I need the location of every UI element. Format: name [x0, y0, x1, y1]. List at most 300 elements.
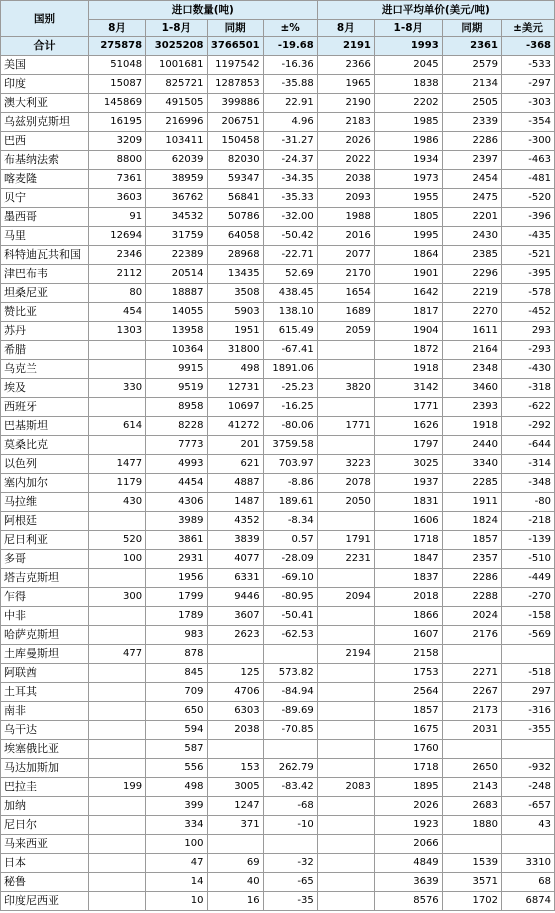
total-cell: -19.68: [263, 37, 317, 56]
value-cell: -16.25: [263, 398, 317, 417]
value-cell: 1287853: [207, 75, 263, 94]
value-cell: [263, 835, 317, 854]
table-body: [1, 37, 555, 911]
value-cell: [88, 360, 145, 379]
country-cell: 巴拉圭: [1, 778, 89, 797]
table-row: [1, 417, 555, 436]
table-row: [1, 569, 555, 588]
table-row: [1, 892, 555, 911]
value-cell: 2579: [442, 56, 501, 75]
value-cell: [88, 892, 145, 911]
country-cell: 赞比亚: [1, 303, 89, 322]
value-cell: -25.23: [263, 379, 317, 398]
value-cell: [88, 702, 145, 721]
value-cell: 4077: [207, 550, 263, 569]
value-cell: 91: [88, 208, 145, 227]
table-row: [1, 208, 555, 227]
value-cell: 334: [146, 816, 207, 835]
country-cell: 尼日利亚: [1, 531, 89, 550]
country-cell: 喀麦隆: [1, 170, 89, 189]
value-cell: 10: [146, 892, 207, 911]
value-cell: 4849: [374, 854, 442, 873]
value-cell: 1539: [442, 854, 501, 873]
value-cell: 1303: [88, 322, 145, 341]
value-cell: -139: [501, 531, 554, 550]
value-cell: [88, 854, 145, 873]
value-cell: 2112: [88, 265, 145, 284]
table-row: [1, 797, 555, 816]
table-row: [1, 398, 555, 417]
value-cell: [317, 436, 374, 455]
value-cell: -435: [501, 227, 554, 246]
value-cell: 2267: [442, 683, 501, 702]
value-cell: 10697: [207, 398, 263, 417]
country-cell: 塞内加尔: [1, 474, 89, 493]
value-cell: 2201: [442, 208, 501, 227]
value-cell: 2078: [317, 474, 374, 493]
value-cell: 1955: [374, 189, 442, 208]
subheader: 8月: [317, 20, 374, 37]
country-cell: 墨西哥: [1, 208, 89, 227]
country-cell: 苏丹: [1, 322, 89, 341]
value-cell: 1760: [374, 740, 442, 759]
value-cell: [88, 797, 145, 816]
value-cell: -533: [501, 56, 554, 75]
value-cell: 3025: [374, 455, 442, 474]
value-cell: [317, 341, 374, 360]
value-cell: 1864: [374, 246, 442, 265]
value-cell: 1642: [374, 284, 442, 303]
value-cell: 150458: [207, 132, 263, 151]
value-cell: 8228: [146, 417, 207, 436]
value-cell: 34532: [146, 208, 207, 227]
value-cell: 2026: [374, 797, 442, 816]
value-cell: -80.95: [263, 588, 317, 607]
value-cell: 3340: [442, 455, 501, 474]
value-cell: [263, 740, 317, 759]
table-row: [1, 151, 555, 170]
country-cell: 土库曼斯坦: [1, 645, 89, 664]
value-cell: [317, 512, 374, 531]
total-cell: 1993: [374, 37, 442, 56]
value-cell: -62.53: [263, 626, 317, 645]
table-row: [1, 683, 555, 702]
table-row: [1, 132, 555, 151]
value-cell: 621: [207, 455, 263, 474]
value-cell: 68: [501, 873, 554, 892]
value-cell: 38959: [146, 170, 207, 189]
value-cell: 1702: [442, 892, 501, 911]
table-row: [1, 474, 555, 493]
country-cell: 南非: [1, 702, 89, 721]
value-cell: 1247: [207, 797, 263, 816]
value-cell: 8800: [88, 151, 145, 170]
value-cell: [317, 683, 374, 702]
value-cell: -292: [501, 417, 554, 436]
value-cell: 1607: [374, 626, 442, 645]
value-cell: 1995: [374, 227, 442, 246]
value-cell: 297: [501, 683, 554, 702]
value-cell: 2397: [442, 151, 501, 170]
value-cell: 2505: [442, 94, 501, 113]
value-cell: 615.49: [263, 322, 317, 341]
value-cell: 2623: [207, 626, 263, 645]
value-cell: 430: [88, 493, 145, 512]
value-cell: 14055: [146, 303, 207, 322]
value-cell: 594: [146, 721, 207, 740]
value-cell: -35.88: [263, 75, 317, 94]
value-cell: 51048: [88, 56, 145, 75]
value-cell: [88, 512, 145, 531]
value-cell: [317, 873, 374, 892]
value-cell: 1911: [442, 493, 501, 512]
value-cell: -314: [501, 455, 554, 474]
table-row: [1, 588, 555, 607]
value-cell: 2016: [317, 227, 374, 246]
value-cell: 1487: [207, 493, 263, 512]
value-cell: 2440: [442, 436, 501, 455]
value-cell: 825721: [146, 75, 207, 94]
value-cell: 2176: [442, 626, 501, 645]
value-cell: -84.94: [263, 683, 317, 702]
table-row: [1, 702, 555, 721]
value-cell: 845: [146, 664, 207, 683]
value-cell: 4993: [146, 455, 207, 474]
subheader: 同期: [207, 20, 263, 37]
header-avg-price: 进口平均单价(美元/吨): [317, 1, 554, 20]
value-cell: 82030: [207, 151, 263, 170]
table-row: [1, 740, 555, 759]
value-cell: 3209: [88, 132, 145, 151]
value-cell: [317, 569, 374, 588]
value-cell: 201: [207, 436, 263, 455]
value-cell: [317, 740, 374, 759]
value-cell: 2288: [442, 588, 501, 607]
value-cell: 650: [146, 702, 207, 721]
value-cell: 2022: [317, 151, 374, 170]
value-cell: -24.37: [263, 151, 317, 170]
value-cell: 709: [146, 683, 207, 702]
value-cell: 1197542: [207, 56, 263, 75]
value-cell: -32.00: [263, 208, 317, 227]
value-cell: [88, 721, 145, 740]
value-cell: 3310: [501, 854, 554, 873]
value-cell: 3460: [442, 379, 501, 398]
value-cell: [501, 645, 554, 664]
value-cell: -303: [501, 94, 554, 113]
value-cell: [317, 398, 374, 417]
table-row: [1, 75, 555, 94]
value-cell: 6874: [501, 892, 554, 911]
value-cell: [88, 835, 145, 854]
value-cell: 6331: [207, 569, 263, 588]
table-row: [1, 607, 555, 626]
value-cell: 2173: [442, 702, 501, 721]
value-cell: 1923: [374, 816, 442, 835]
table-row: [1, 170, 555, 189]
value-cell: 2231: [317, 550, 374, 569]
value-cell: -35: [263, 892, 317, 911]
value-cell: 31800: [207, 341, 263, 360]
value-cell: [88, 740, 145, 759]
subheader: 8月: [88, 20, 145, 37]
value-cell: -34.35: [263, 170, 317, 189]
header-country: 国别: [1, 1, 89, 37]
country-cell: 阿联酋: [1, 664, 89, 683]
subheader: 同期: [442, 20, 501, 37]
value-cell: 40: [207, 873, 263, 892]
value-cell: 28968: [207, 246, 263, 265]
value-cell: 498: [207, 360, 263, 379]
value-cell: -354: [501, 113, 554, 132]
value-cell: [501, 740, 554, 759]
value-cell: [88, 569, 145, 588]
value-cell: 2202: [374, 94, 442, 113]
value-cell: 6303: [207, 702, 263, 721]
value-cell: 9446: [207, 588, 263, 607]
value-cell: 573.82: [263, 664, 317, 683]
value-cell: 4706: [207, 683, 263, 702]
value-cell: -80.06: [263, 417, 317, 436]
value-cell: 12731: [207, 379, 263, 398]
value-cell: 199: [88, 778, 145, 797]
value-cell: 2038: [207, 721, 263, 740]
value-cell: 100: [88, 550, 145, 569]
value-cell: -89.69: [263, 702, 317, 721]
table-row: [1, 94, 555, 113]
value-cell: 2285: [442, 474, 501, 493]
value-cell: 16: [207, 892, 263, 911]
table-row: [1, 436, 555, 455]
country-cell: 阿根廷: [1, 512, 89, 531]
table-row: [1, 816, 555, 835]
value-cell: 1797: [374, 436, 442, 455]
value-cell: 2045: [374, 56, 442, 75]
value-cell: -8.34: [263, 512, 317, 531]
country-cell: 印度尼西亚: [1, 892, 89, 911]
value-cell: [88, 341, 145, 360]
total-label: 合计: [1, 37, 89, 56]
value-cell: -318: [501, 379, 554, 398]
value-cell: -355: [501, 721, 554, 740]
value-cell: 2454: [442, 170, 501, 189]
table-row: [1, 341, 555, 360]
value-cell: 1799: [146, 588, 207, 607]
value-cell: 2190: [317, 94, 374, 113]
value-cell: 13958: [146, 322, 207, 341]
value-cell: 614: [88, 417, 145, 436]
value-cell: 2270: [442, 303, 501, 322]
value-cell: 153: [207, 759, 263, 778]
value-cell: -65: [263, 873, 317, 892]
value-cell: 2134: [442, 75, 501, 94]
value-cell: 145869: [88, 94, 145, 113]
value-cell: 2683: [442, 797, 501, 816]
country-cell: 津巴布韦: [1, 265, 89, 284]
value-cell: 1985: [374, 113, 442, 132]
value-cell: 2094: [317, 588, 374, 607]
value-cell: 1937: [374, 474, 442, 493]
value-cell: 7361: [88, 170, 145, 189]
value-cell: -80: [501, 493, 554, 512]
table-row: [1, 854, 555, 873]
value-cell: 1918: [374, 360, 442, 379]
country-cell: 科特迪瓦共和国: [1, 246, 89, 265]
value-cell: [501, 835, 554, 854]
value-cell: 125: [207, 664, 263, 683]
country-cell: 尼日尔: [1, 816, 89, 835]
value-cell: -521: [501, 246, 554, 265]
total-cell: 275878: [88, 37, 145, 56]
table-row: [1, 303, 555, 322]
value-cell: [263, 645, 317, 664]
value-cell: 9915: [146, 360, 207, 379]
value-cell: 1956: [146, 569, 207, 588]
value-cell: 1872: [374, 341, 442, 360]
value-cell: 4352: [207, 512, 263, 531]
value-cell: 14: [146, 873, 207, 892]
value-cell: -481: [501, 170, 554, 189]
country-cell: 土耳其: [1, 683, 89, 702]
value-cell: 2357: [442, 550, 501, 569]
value-cell: 477: [88, 645, 145, 664]
country-cell: 乍得: [1, 588, 89, 607]
country-cell: 以色列: [1, 455, 89, 474]
value-cell: -32: [263, 854, 317, 873]
value-cell: 491505: [146, 94, 207, 113]
value-cell: [317, 626, 374, 645]
value-cell: 1611: [442, 322, 501, 341]
value-cell: 2093: [317, 189, 374, 208]
value-cell: 2194: [317, 645, 374, 664]
value-cell: 31759: [146, 227, 207, 246]
value-cell: [442, 740, 501, 759]
value-cell: 9519: [146, 379, 207, 398]
value-cell: 556: [146, 759, 207, 778]
value-cell: 399886: [207, 94, 263, 113]
value-cell: 371: [207, 816, 263, 835]
value-cell: 1718: [374, 531, 442, 550]
table-row: [1, 512, 555, 531]
value-cell: 2018: [374, 588, 442, 607]
table-row: [1, 550, 555, 569]
value-cell: 2475: [442, 189, 501, 208]
value-cell: 2158: [374, 645, 442, 664]
table-row: [1, 664, 555, 683]
value-cell: [317, 854, 374, 873]
value-cell: 36762: [146, 189, 207, 208]
table-row: [1, 265, 555, 284]
value-cell: 3989: [146, 512, 207, 531]
value-cell: -248: [501, 778, 554, 797]
value-cell: 2164: [442, 341, 501, 360]
value-cell: [317, 759, 374, 778]
value-cell: 1986: [374, 132, 442, 151]
value-cell: [207, 835, 263, 854]
country-cell: 秘鲁: [1, 873, 89, 892]
value-cell: -35.33: [263, 189, 317, 208]
value-cell: 1965: [317, 75, 374, 94]
value-cell: 1895: [374, 778, 442, 797]
value-cell: 2066: [374, 835, 442, 854]
value-cell: [88, 398, 145, 417]
value-cell: [207, 645, 263, 664]
value-cell: 15087: [88, 75, 145, 94]
value-cell: 2430: [442, 227, 501, 246]
value-cell: -395: [501, 265, 554, 284]
country-cell: 中非: [1, 607, 89, 626]
value-cell: 1477: [88, 455, 145, 474]
value-cell: 47: [146, 854, 207, 873]
value-cell: 3607: [207, 607, 263, 626]
country-cell: 巴西: [1, 132, 89, 151]
value-cell: -297: [501, 75, 554, 94]
value-cell: 293: [501, 322, 554, 341]
value-cell: 8576: [374, 892, 442, 911]
value-cell: 330: [88, 379, 145, 398]
value-cell: -158: [501, 607, 554, 626]
value-cell: 22.91: [263, 94, 317, 113]
country-cell: 多哥: [1, 550, 89, 569]
value-cell: 3861: [146, 531, 207, 550]
table-row: [1, 455, 555, 474]
value-cell: 103411: [146, 132, 207, 151]
value-cell: 1805: [374, 208, 442, 227]
value-cell: 1934: [374, 151, 442, 170]
value-cell: -218: [501, 512, 554, 531]
value-cell: 520: [88, 531, 145, 550]
value-cell: 1847: [374, 550, 442, 569]
country-cell: 埃及: [1, 379, 89, 398]
country-cell: 澳大利亚: [1, 94, 89, 113]
value-cell: 1973: [374, 170, 442, 189]
subheader: ±美元: [501, 20, 554, 37]
value-cell: -430: [501, 360, 554, 379]
value-cell: 2366: [317, 56, 374, 75]
value-cell: 3759.58: [263, 436, 317, 455]
value-cell: 2564: [374, 683, 442, 702]
value-cell: 2348: [442, 360, 501, 379]
value-cell: 10364: [146, 341, 207, 360]
table-row: [1, 835, 555, 854]
value-cell: [317, 816, 374, 835]
country-cell: 印度: [1, 75, 89, 94]
value-cell: 1857: [442, 531, 501, 550]
value-cell: 1904: [374, 322, 442, 341]
value-cell: [88, 816, 145, 835]
value-cell: 2339: [442, 113, 501, 132]
value-cell: 2026: [317, 132, 374, 151]
table-row: [1, 379, 555, 398]
value-cell: 3839: [207, 531, 263, 550]
table-row: [1, 721, 555, 740]
country-cell: 美国: [1, 56, 89, 75]
value-cell: 4454: [146, 474, 207, 493]
value-cell: 587: [146, 740, 207, 759]
value-cell: 1918: [442, 417, 501, 436]
value-cell: -300: [501, 132, 554, 151]
country-cell: 埃塞俄比亚: [1, 740, 89, 759]
value-cell: -644: [501, 436, 554, 455]
subheader: 1-8月: [146, 20, 207, 37]
value-cell: [88, 759, 145, 778]
value-cell: 4887: [207, 474, 263, 493]
value-cell: 16195: [88, 113, 145, 132]
value-cell: 1988: [317, 208, 374, 227]
country-cell: 加纳: [1, 797, 89, 816]
value-cell: 18887: [146, 284, 207, 303]
value-cell: 3223: [317, 455, 374, 474]
